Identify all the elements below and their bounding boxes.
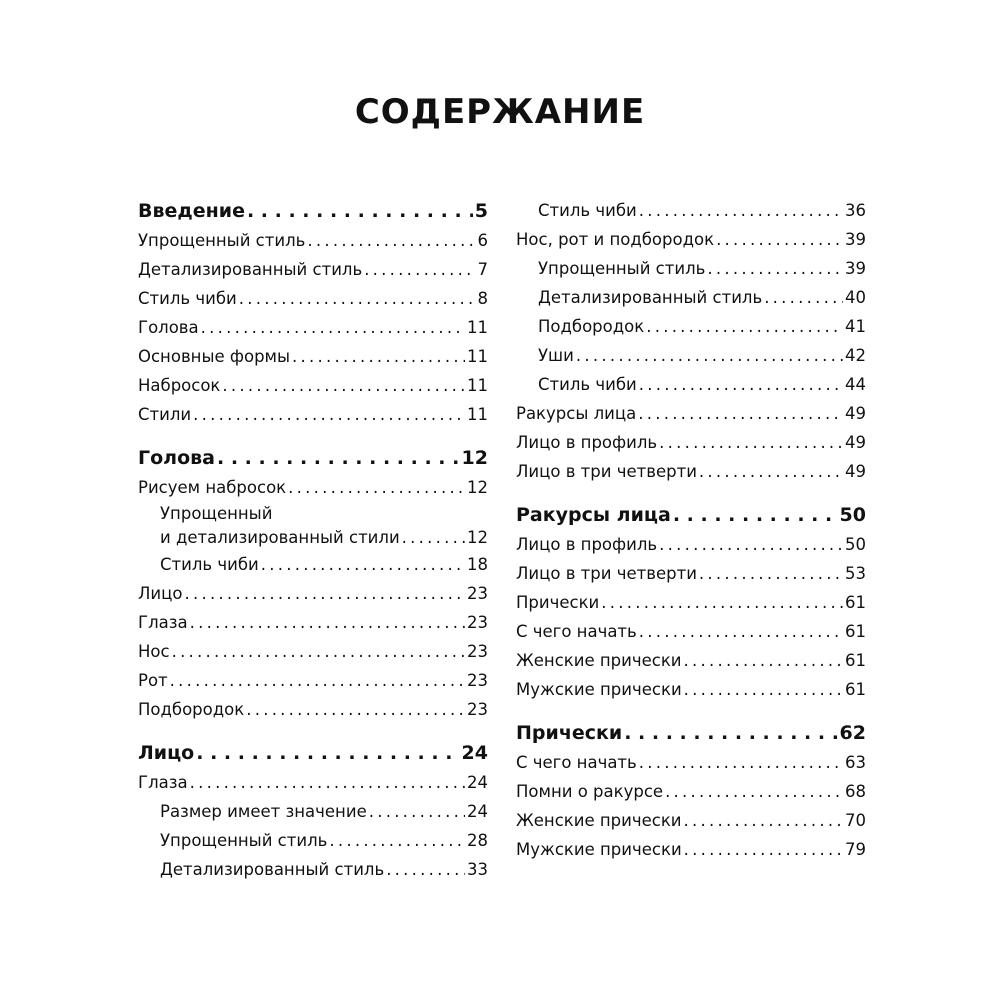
section-title: Ракурсы лица (516, 504, 671, 526)
page-number: 70 (845, 811, 866, 830)
page-number: 53 (845, 564, 866, 583)
toc-entry (516, 370, 866, 399)
toc-entry (516, 777, 866, 806)
dot-leader (193, 400, 465, 429)
section-title: Введение (138, 200, 245, 222)
toc-entry (138, 473, 488, 502)
entry-title: Подбородок (138, 700, 245, 719)
entry-title: Детализированный стиль (138, 260, 363, 279)
entry-title: Лицо в профиль (516, 535, 658, 554)
entry-title: Набросок (138, 376, 221, 395)
section-title: Прически (516, 722, 623, 744)
dot-leader (684, 835, 843, 864)
toc-entry (138, 371, 488, 400)
entry-title: Лицо (138, 584, 183, 603)
page-number: 23 (467, 613, 488, 632)
entry-title: Рот (138, 671, 168, 690)
entry-title: Основные формы (138, 347, 291, 366)
dot-leader (172, 637, 465, 666)
entry-title-line2: и детализированный стили (160, 528, 400, 547)
page-number: 44 (845, 375, 866, 394)
page-number: 63 (845, 753, 866, 772)
toc-entry (138, 826, 488, 855)
page-number: 24 (461, 742, 488, 764)
page-number: 50 (839, 504, 866, 526)
entry-title: Ракурсы лица (516, 404, 637, 423)
entry-title: Размер имеет значение (160, 802, 367, 821)
section-title: Лицо (138, 742, 195, 764)
page-number: 41 (845, 317, 866, 336)
page-number: 23 (467, 671, 488, 690)
entry-title: Уши (538, 346, 574, 365)
page-number: 11 (467, 347, 488, 366)
entry-title: Подбородок (538, 317, 645, 336)
toc-entry (516, 806, 866, 835)
page-number: 7 (477, 260, 488, 279)
dot-leader (716, 225, 843, 254)
toc-entry-two-line (138, 502, 488, 550)
dot-leader (639, 370, 843, 399)
dot-leader (184, 579, 465, 608)
dot-leader (307, 226, 475, 255)
entry-title: Помни о ракурсе (516, 782, 664, 801)
entry-title: Стиль чиби (538, 201, 637, 220)
page-number: 24 (467, 773, 488, 792)
page-number: 39 (845, 230, 866, 249)
toc-entry (516, 254, 866, 283)
entry-title: С чего начать (516, 753, 637, 772)
toc-entry (138, 579, 488, 608)
toc-entry (516, 428, 866, 457)
toc-entry (516, 312, 866, 341)
toc-entry (516, 748, 866, 777)
entry-title: Детализированный стиль (160, 860, 385, 879)
dot-leader (170, 666, 465, 695)
toc-entry (138, 855, 488, 884)
dot-leader (646, 312, 843, 341)
entry-title: Глаза (138, 613, 188, 632)
toc-entry (516, 196, 866, 225)
dot-leader (684, 806, 843, 835)
dot-leader (764, 283, 843, 312)
page-number: 39 (845, 259, 866, 278)
dot-leader (684, 646, 843, 675)
dot-leader (247, 196, 473, 226)
entry-title: Мужские прически (516, 840, 682, 859)
dot-leader (402, 526, 465, 550)
entry-title: Детализированный стиль (538, 288, 763, 307)
page-number: 23 (467, 700, 488, 719)
page-number: 33 (467, 860, 488, 879)
entry-title: Нос, рот и подбородок (516, 230, 715, 249)
page-number: 36 (845, 201, 866, 220)
dot-leader (684, 675, 843, 704)
entry-title: Упрощенный стиль (538, 259, 706, 278)
page-number: 11 (467, 376, 488, 395)
dot-leader (196, 738, 459, 768)
page-number: 68 (845, 782, 866, 801)
page-number: 61 (845, 651, 866, 670)
dot-leader (217, 443, 460, 473)
page-number: 62 (839, 722, 866, 744)
page-number: 12 (461, 447, 488, 469)
entry-title: Упрощенный стиль (138, 231, 306, 250)
page-number: 28 (467, 831, 488, 850)
dot-leader (201, 313, 465, 342)
dot-leader (659, 428, 843, 457)
dot-leader (364, 255, 475, 284)
dot-leader (261, 550, 465, 579)
toc-entry (138, 226, 488, 255)
toc-entry (516, 341, 866, 370)
dot-leader (707, 254, 843, 283)
toc-section-head (138, 443, 488, 473)
entry-title: Прически (516, 593, 600, 612)
toc-entry (138, 550, 488, 579)
dot-leader (624, 718, 837, 748)
page-number: 61 (845, 622, 866, 641)
dot-leader (639, 617, 843, 646)
toc-entry (138, 400, 488, 429)
dot-leader (665, 777, 843, 806)
dot-leader (246, 695, 465, 724)
toc-section-face-angles (516, 500, 866, 530)
page-number: 8 (477, 289, 488, 308)
dot-leader (699, 559, 843, 588)
toc-entry (138, 313, 488, 342)
page-number: 61 (845, 593, 866, 612)
page-number: 11 (467, 405, 488, 424)
toc-section-hairstyles (516, 718, 866, 748)
dot-leader (329, 826, 465, 855)
page-number: 79 (845, 840, 866, 859)
page-number: 23 (467, 584, 488, 603)
entry-title-line1: Упрощенный (160, 504, 273, 523)
dot-leader (239, 284, 476, 313)
toc-entry (516, 283, 866, 312)
toc-entry (516, 588, 866, 617)
entry-title: Лицо в три четверти (516, 564, 697, 583)
toc-left-column (138, 196, 488, 884)
page-number: 23 (467, 642, 488, 661)
page-number: 18 (467, 555, 488, 574)
entry-title: Лицо в профиль (516, 433, 658, 452)
page-number: 6 (477, 231, 488, 250)
entry-title: Стиль чиби (160, 555, 259, 574)
page-number: 40 (845, 288, 866, 307)
toc-entry (138, 797, 488, 826)
entry-title: Рисуем набросок (138, 478, 287, 497)
dot-leader (601, 588, 843, 617)
toc-entry (516, 675, 866, 704)
page-title: СОДЕРЖАНИЕ (354, 92, 646, 132)
dot-leader (288, 473, 465, 502)
toc-entry (516, 530, 866, 559)
toc-entry (516, 399, 866, 428)
dot-leader (639, 196, 843, 225)
entry-title: Стили (138, 405, 192, 424)
toc-entry (516, 559, 866, 588)
toc-entry (138, 284, 488, 313)
toc-section-face (138, 738, 488, 768)
dot-leader (638, 399, 843, 428)
toc-entry (138, 768, 488, 797)
toc-section-introduction (138, 196, 488, 226)
page-number: 11 (467, 318, 488, 337)
entry-title: Упрощенный стиль (160, 831, 328, 850)
dot-leader (659, 530, 843, 559)
entry-title: Стиль чиби (538, 375, 637, 394)
page-number: 50 (845, 535, 866, 554)
section-title: Голова (138, 447, 215, 469)
page-number: 12 (467, 528, 488, 547)
entry-title: Голова (138, 318, 199, 337)
page-number: 5 (474, 200, 488, 222)
page-number: 49 (845, 404, 866, 423)
page-number: 49 (845, 462, 866, 481)
entry-title: Женские прически (516, 811, 682, 830)
toc-entry (138, 608, 488, 637)
entry-title: Нос (138, 642, 170, 661)
toc-entry (138, 342, 488, 371)
dot-leader (292, 342, 465, 371)
entry-title: Мужские прически (516, 680, 682, 699)
toc-entry (516, 646, 866, 675)
toc-entry (516, 835, 866, 864)
dot-leader (386, 855, 465, 884)
toc-entry (138, 637, 488, 666)
dot-leader (369, 797, 465, 826)
toc-entry (138, 255, 488, 284)
toc-entry (138, 695, 488, 724)
dot-leader (190, 608, 465, 637)
toc-entry (516, 225, 866, 254)
dot-leader (699, 457, 843, 486)
toc-entry (516, 457, 866, 486)
entry-title: Глаза (138, 773, 188, 792)
entry-title: Женские прически (516, 651, 682, 670)
entry-title: Стиль чиби (138, 289, 237, 308)
page-number: 24 (467, 802, 488, 821)
entry-title: Лицо в три четверти (516, 462, 697, 481)
toc-entry (516, 617, 866, 646)
toc-entry (138, 666, 488, 695)
page-number: 42 (845, 346, 866, 365)
page-number: 12 (467, 478, 488, 497)
dot-leader (222, 371, 465, 400)
dot-leader (576, 341, 843, 370)
dot-leader (190, 768, 465, 797)
entry-title: С чего начать (516, 622, 637, 641)
dot-leader (673, 500, 838, 530)
toc-right-column (516, 196, 866, 864)
page-number: 61 (845, 680, 866, 699)
dot-leader (639, 748, 843, 777)
page-number: 49 (845, 433, 866, 452)
